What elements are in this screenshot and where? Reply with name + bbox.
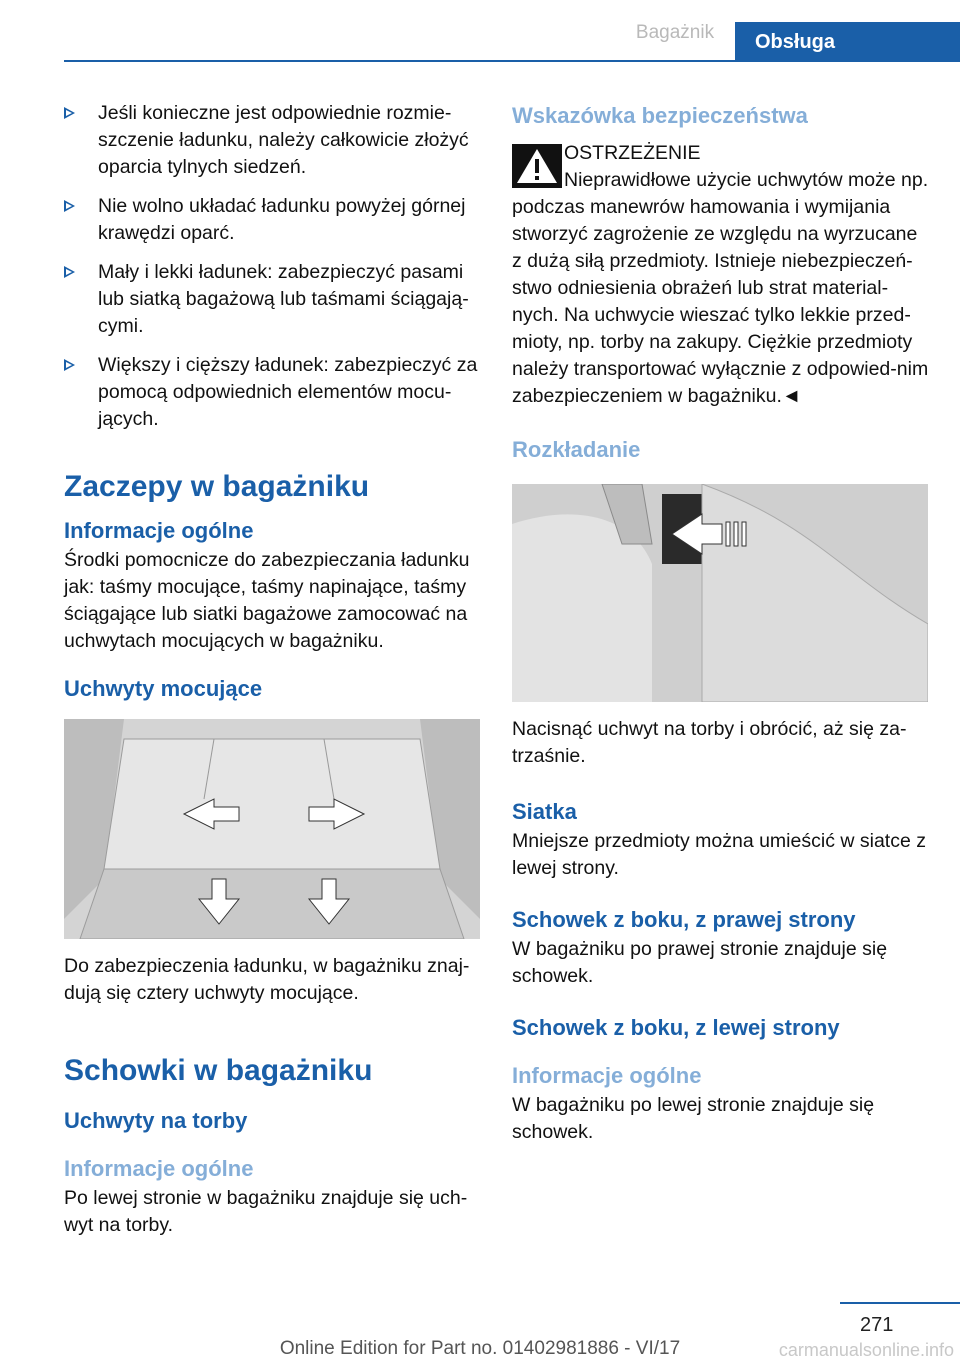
trunk-tie-down-image xyxy=(64,719,480,939)
warning-text: Nieprawidłowe użycie uchwytów może np. podczas manewrów hamowania i wymijania stworzyć zagrożenie ze względu na wyrzucane z dużą siłą przedmioty. Istnieje niebezpieczeń-stwo odniesienia obrażeń lub strat material-nych. Na uchwycie wieszać tylko lekkie przed-mioty, np. torby na zakupy. Ciężkie przedmioty należy transportować wyłącznie z odpowied-nim zabezpieczeniem w bagażniku.◄ xyxy=(512,169,929,407)
warning-triangle-icon xyxy=(512,144,562,188)
subheading-rozkladanie: Rozkładanie xyxy=(512,437,641,462)
subheading-info-general-3: Informacje ogólne xyxy=(512,1063,702,1088)
watermark: carmanualsonline.info xyxy=(778,1340,954,1360)
bag-hook-illustration xyxy=(512,484,928,702)
subheading-info-general-2: Informacje ogólne xyxy=(64,1156,254,1181)
paragraph-rozkladanie: Nacisnąć uchwyt na torby i obrócić, aż się za-trzaśnie. xyxy=(512,718,907,767)
section-heading-schowki: Schowki w bagażniku xyxy=(64,1054,373,1087)
section-heading-zaczepy: Zaczepy w bagażniku xyxy=(64,470,370,503)
paragraph-schowek-prawy: W bagażniku po prawej stronie znajduje się schowek. xyxy=(512,938,888,987)
paragraph-siatka: Mniejsze przedmioty można umieścić w siatce z lewej strony. xyxy=(512,830,926,879)
bullet-item: Większy i cięższy ładunek: zabezpieczyć za pomocą odpowiednich elementów mocu-jących. xyxy=(64,352,484,433)
paragraph-info-general-2: Po lewej stronie w bagażniku znajduje się uch-wyt na torby. xyxy=(64,1187,468,1236)
warning-block xyxy=(512,140,932,410)
subheading-uchwyty-na-torby: Uchwyty na torby xyxy=(64,1108,248,1133)
subheading-safety-note: Wskazówka bezpieczeństwa xyxy=(512,103,808,128)
bullet-triangle-icon xyxy=(64,266,75,278)
paragraph-info-general: Środki pomocnicze do zabezpieczania ładunku jak: taśmy mocujące, taśmy napinające, taśmy ściągające lub siatki bagażowe zamocować na uchwytach mocujących w bagażniku. xyxy=(64,549,470,652)
left-column xyxy=(64,100,484,1239)
footer-rule xyxy=(840,1302,960,1304)
bullet-triangle-icon xyxy=(64,200,75,212)
subheading-uchwyty-mocujace: Uchwyty mocujące xyxy=(64,676,263,701)
subheading-info-general: Informacje ogólne xyxy=(64,518,254,543)
page-number: 271 xyxy=(860,1314,894,1336)
header-tab: Obsługa xyxy=(735,22,960,60)
subheading-schowek-prawy: Schowek z boku, z prawej strony xyxy=(512,907,856,932)
warning-title: OSTRZEŻENIE xyxy=(564,142,701,164)
bullet-item: Nie wolno układać ładunku powyżej górnej krawędzi oparć. xyxy=(64,193,484,247)
bullet-triangle-icon xyxy=(64,359,75,371)
bullet-triangle-icon xyxy=(64,107,75,119)
header-rule xyxy=(64,60,960,62)
header-section-label: Bagażnik xyxy=(635,22,715,43)
bullet-item: Jeśli konieczne jest odpowiednie rozmie-szczenie ładunku, należy całkowicie złożyć oparcia tylnych siedzeń. xyxy=(64,100,484,181)
subheading-siatka: Siatka xyxy=(512,799,577,824)
bag-hook-image xyxy=(512,484,928,702)
bullet-item: Mały i lekki ładunek: zabezpieczyć pasami lub siatką bagażową lub taśmami ściągają-cymi. xyxy=(64,259,484,340)
paragraph-uchwyty: Do zabezpieczenia ładunku, w bagażniku znaj-dują się cztery uchwyty mocujące. xyxy=(64,955,470,1004)
subheading-schowek-lewy: Schowek z boku, z lewej strony xyxy=(512,1015,840,1040)
bullet-list xyxy=(64,100,484,433)
edition-note: Online Edition for Part no. 01402981886 - VI/17 xyxy=(279,1338,681,1359)
trunk-illustration xyxy=(64,719,480,939)
right-column xyxy=(512,100,932,1146)
paragraph-info-general-3: W bagażniku po lewej stronie znajduje się schowek. xyxy=(512,1094,875,1143)
